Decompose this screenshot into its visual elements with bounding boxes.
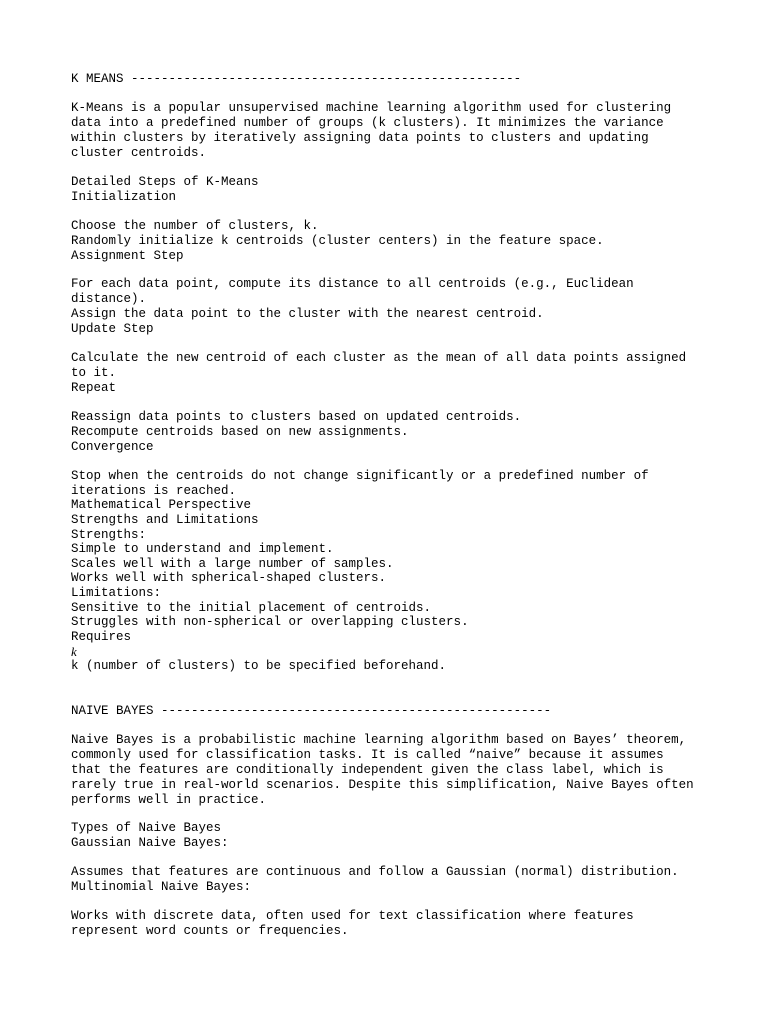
strength-item: Scales well with a large number of samples. [71, 557, 394, 571]
initialization-line: Choose the number of clusters, k. [71, 219, 319, 233]
limitation-item: Sensitive to the initial placement of centroids. [71, 601, 432, 615]
kmeans-steps-title: Detailed Steps of K-Means [71, 175, 259, 189]
gaussian-line: Assumes that features are continuous and follow a Gaussian (normal) distribution. [71, 865, 679, 879]
convergence-title: Convergence [71, 440, 154, 454]
repeat-line: Reassign data points to clusters based on updated centroids. [71, 410, 522, 424]
strengths-label: Strengths: [71, 528, 147, 542]
strengths-limitations-title: Strengths and Limitations [71, 513, 259, 527]
kmeans-intro-line: data into a predefined number of groups (k clusters). It minimizes the variance [71, 116, 664, 130]
kmeans-intro-line: K-Means is a popular unsupervised machine learning algorithm used for clustering [71, 101, 672, 115]
repeat-line: Recompute centroids based on new assignments. [71, 425, 409, 439]
update-line: Calculate the new centroid of each cluster as the mean of all data points assigned [71, 351, 687, 365]
kmeans-intro-line: cluster centroids. [71, 146, 207, 160]
math-perspective-title: Mathematical Perspective [71, 498, 252, 512]
convergence-line: Stop when the centroids do not change significantly or a predefined number of [71, 469, 649, 483]
naive-bayes-intro-line: Naive Bayes is a probabilistic machine learning algorithm based on Bayes’ theorem, [71, 733, 687, 747]
naive-bayes-intro-line: that the features are conditionally independent given the class label, which is [71, 763, 664, 777]
initialization-title: Initialization [71, 190, 177, 204]
kmeans-intro-line: within clusters by iteratively assigning data points to clusters and updating [71, 131, 649, 145]
multinomial-line: represent word counts or frequencies. [71, 924, 349, 938]
limitations-label: Limitations: [71, 586, 162, 600]
naive-bayes-intro-line: performs well in practice. [71, 793, 267, 807]
gaussian-title: Gaussian Naive Bayes: [71, 836, 229, 850]
assignment-line: For each data point, compute its distance to all centroids (e.g., Euclidean [71, 277, 634, 291]
strength-item: Simple to understand and implement. [71, 542, 334, 556]
initialization-line: Randomly initialize k centroids (cluster centers) in the feature space. [71, 234, 604, 248]
limitation-item: Struggles with non-spherical or overlapping clusters. [71, 615, 469, 629]
k-symbol: k [71, 644, 77, 659]
naive-bayes-intro-line: rarely true in real-world scenarios. Despite this simplification, Naive Bayes often [71, 778, 694, 792]
naive-bayes-intro-line: commonly used for classification tasks. It is called “naive” because it assumes [71, 748, 664, 762]
multinomial-title: Multinomial Naive Bayes: [71, 880, 252, 894]
assignment-title: Assignment Step [71, 249, 184, 263]
strength-item: Works well with spherical-shaped clusters. [71, 571, 387, 585]
limitation-item: Requires [71, 630, 132, 644]
types-title: Types of Naive Bayes [71, 821, 222, 835]
update-title: Update Step [71, 322, 154, 336]
update-line: to it. [71, 366, 117, 380]
multinomial-line: Works with discrete data, often used for text classification where features [71, 909, 634, 923]
assignment-line: distance). [71, 292, 147, 306]
repeat-title: Repeat [71, 381, 117, 395]
kmeans-heading: K MEANS ---------------------------------------------------- [71, 72, 522, 86]
k-line: k (number of clusters) to be specified beforehand. [71, 659, 447, 673]
naive-bayes-heading: NAIVE BAYES ---------------------------------------------------- [71, 704, 552, 718]
convergence-line: iterations is reached. [71, 484, 237, 498]
assignment-line: Assign the data point to the cluster with the nearest centroid. [71, 307, 544, 321]
